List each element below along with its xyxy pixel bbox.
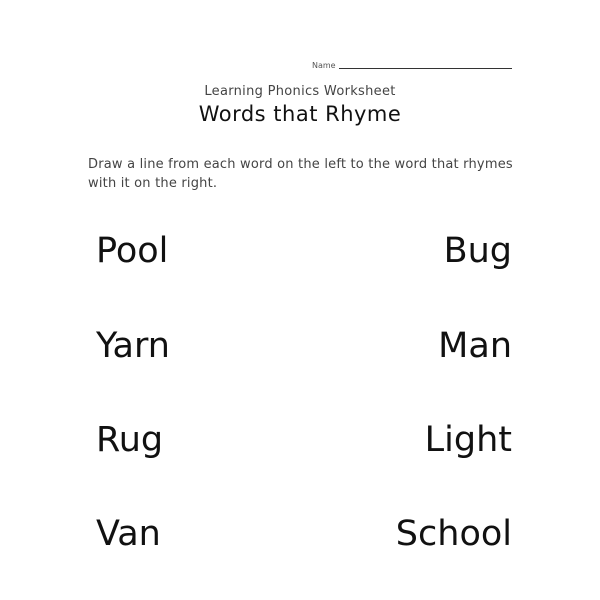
left-word-3: Rug xyxy=(96,420,164,460)
right-word-1: Bug xyxy=(443,231,512,271)
left-word-2: Yarn xyxy=(96,326,170,366)
worksheet-subtitle: Learning Phonics Worksheet xyxy=(204,84,396,99)
worksheet-title: Words that Rhyme xyxy=(198,102,402,126)
name-blank-line xyxy=(339,67,512,69)
right-word-2: Man xyxy=(438,326,512,366)
left-word-1: Pool xyxy=(96,231,169,271)
right-word-3: Light xyxy=(424,420,512,460)
right-word-4: School xyxy=(395,514,512,554)
left-word-4: Van xyxy=(96,514,161,554)
name-field-row xyxy=(312,56,512,70)
instructions-text: Draw a line from each word on the left to the word that rhymes with it on the right. xyxy=(88,157,513,191)
name-label: Name xyxy=(312,61,336,70)
